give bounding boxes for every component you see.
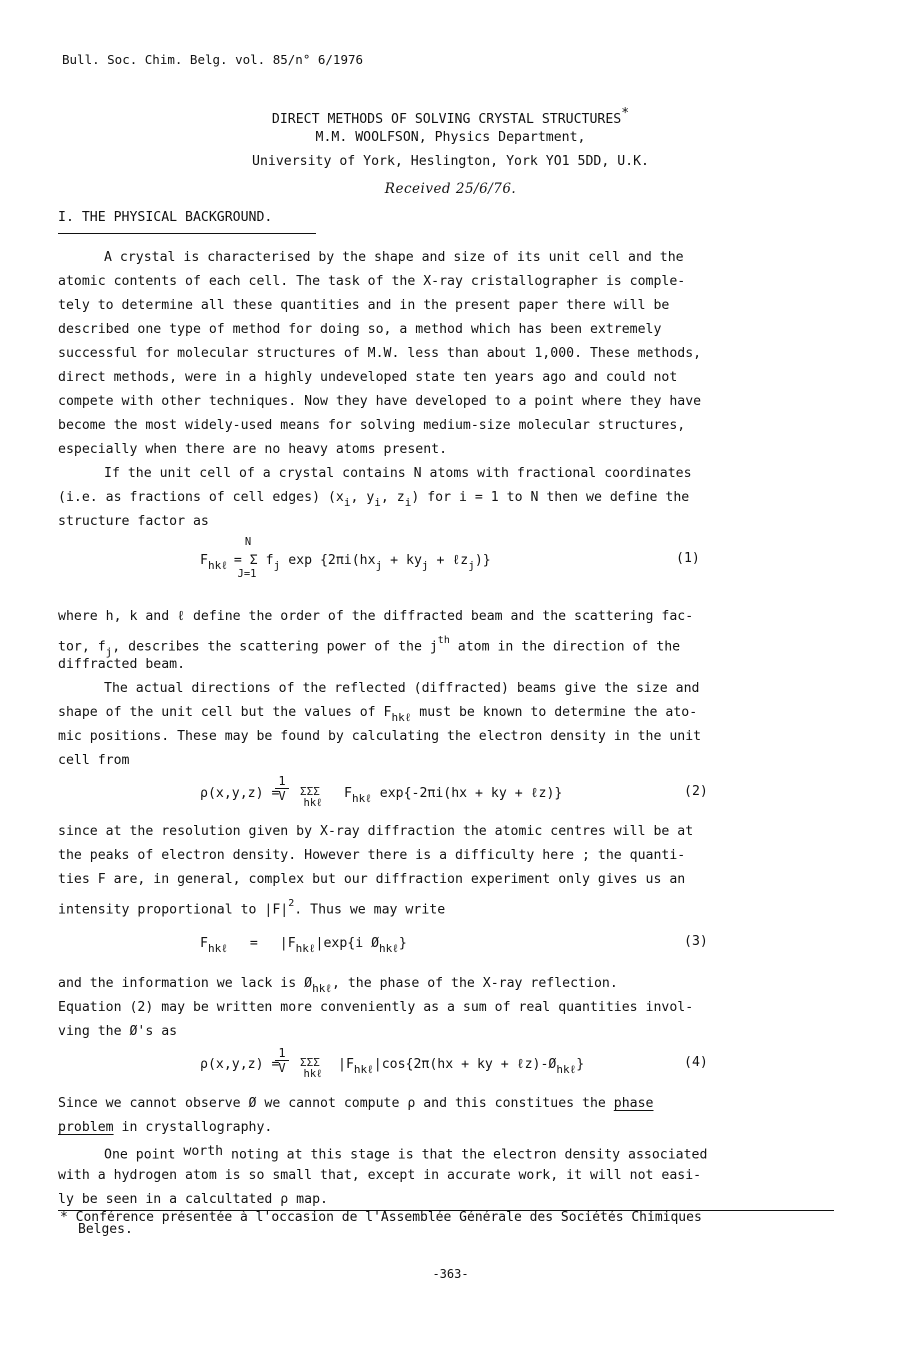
- affiliation-line: University of York, Heslington, York YO1 5DD, U.K.: [252, 154, 649, 169]
- para1-line-6: direct methods, were in a highly undeveloped state ten years ago and could not: [58, 370, 678, 385]
- para5-line-4: intensity proportional to $|F|^2$. Thus we may write: [58, 898, 446, 918]
- footnote-line-1: * Conférence présentée à l'occasion de l'Assemblée Générale des Sociétés Chimiques: [60, 1210, 702, 1225]
- para1-line-8: become the most widely-used means for solving medium-size molecular structures,: [58, 418, 686, 433]
- title-footnote-mark: *: [621, 106, 630, 121]
- para3-line-2: tor, $f_j$, describes the scattering power of the $j^{th}$ atom in the direction of the: [58, 635, 681, 659]
- eq4-sum-index: hkℓ: [303, 1068, 323, 1080]
- para1-line-5: successful for molecular structures of M.W. less than about 1,000. These methods,: [58, 346, 702, 361]
- section-heading-underline: [58, 233, 316, 234]
- eq2-fraction: $\frac{1}{V}$: [275, 775, 289, 802]
- eq1-sum-lower-limit: J=1: [237, 568, 257, 580]
- para8-line-3: ly be seen in a calcultated ρ map.: [58, 1192, 328, 1207]
- eq2-triple-sum: ΣΣΣ: [300, 785, 320, 798]
- para5-line-2: the peaks of electron density. However there is a difficulty here ; the quanti-: [58, 848, 686, 863]
- article-title: DIRECT METHODS OF SOLVING CRYSTAL STRUCTURES*: [271, 106, 630, 127]
- phase-problem-term: phase: [613, 1096, 654, 1111]
- eq4-fraction: $\frac{1}{V}$: [275, 1047, 289, 1074]
- para1-line-2: atomic contents of each cell. The task of the X-ray cristallographer is comple-: [58, 274, 686, 289]
- footnote-line-2: Belges.: [78, 1222, 133, 1237]
- author-line: M.M. WOOLFSON, Physics Department,: [315, 130, 586, 145]
- equation-2-rhs: $F_{hk\ell}$ exp{-2πi(hx + ky + ℓz)}: [344, 786, 563, 805]
- para6-line-1: and the information we lack is $Ø_{hk\ell}$, the phase of the X-ray reflection.: [58, 976, 618, 995]
- para8-line-2: with a hydrogen atom is so small that, except in accurate work, it will not easi-: [58, 1168, 702, 1183]
- para1-line-3: tely to determine all these quantities and in the present paper there will be: [58, 298, 670, 313]
- para1-line-7: compete with other techniques. Now they have developed to a point where they have: [58, 394, 702, 409]
- page-number: -363-: [432, 1267, 469, 1281]
- equation-1-number: (1): [676, 551, 700, 566]
- journal-reference: Bull. Soc. Chim. Belg. vol. 85/n° 6/1976: [62, 52, 364, 67]
- equation-2-number: (2): [684, 784, 708, 799]
- para4-line-1: The actual directions of the reflected (diffracted) beams give the size and: [104, 681, 700, 696]
- para4-line-2: shape of the unit cell but the values of $F_{hk\ell}$ must be known to determine the ato-: [58, 705, 698, 724]
- para3-line-1: where h, k and ℓ define the order of the diffracted beam and the scattering fac-: [58, 609, 694, 624]
- para3-line-3: diffracted beam.: [58, 657, 186, 672]
- para7-line-2: problem in crystallography.: [58, 1120, 273, 1135]
- para1-line-4: described one type of method for doing so, a method which has been extremely: [58, 322, 662, 337]
- equation-3-number: (3): [684, 934, 708, 949]
- equation-4-rhs: $|F_{hk\ell}|\cos\{2\pi(hx$ + ky + $\ell z)-Ø_{hk\ell}$}: [338, 1057, 585, 1076]
- equation-2-lhs: ρ(x,y,z) =: [200, 786, 280, 801]
- para4-line-3: mic positions. These may be found by calculating the electron density in the unit: [58, 729, 702, 744]
- para7-line-1: Since we cannot observe Ø we cannot compute ρ and this constitues the phase: [58, 1096, 654, 1111]
- footnote-mark: *: [60, 1210, 68, 1225]
- equation-4-lhs: ρ(x,y,z) =: [200, 1057, 280, 1072]
- para6-line-2: Equation (2) may be written more conveniently as a sum of real quantities invol-: [58, 1000, 694, 1015]
- eq4-triple-sum: ΣΣΣ: [300, 1056, 320, 1069]
- para5-line-1: since at the resolution given by X-ray diffraction the atomic centres will be at: [58, 824, 694, 839]
- eq2-sum-index: hkℓ: [303, 797, 323, 809]
- para2-line-1: If the unit cell of a crystal contains N atoms with fractional coordinates: [104, 466, 692, 481]
- eq1-sum-upper-limit: N: [244, 536, 252, 548]
- equation-1: $F_{hk\ell} = \Sigma$ $f_j$ $\exp \{2\pi i(hx_j + ky_j$ + ℓz$_j$)}: [200, 553, 491, 572]
- para1-line-9: especially when there are no heavy atoms present.: [58, 442, 448, 457]
- para1-line-1: A crystal is characterised by the shape and size of its unit cell and the: [104, 250, 684, 265]
- equation-3: $F_{hk\ell} = |F_{hk\ell}|\exp\{i$ $Ø_{hk\ell}$}: [200, 936, 407, 955]
- para6-line-3: ving the Ø's as: [58, 1024, 178, 1039]
- para5-line-3: ties F are, in general, complex but our diffraction experiment only gives us an: [58, 872, 686, 887]
- para2-line-2: (i.e. as fractions of cell edges) ($x_i$, $y_i$, $z_i$) for i = 1 to N then we define the: [58, 490, 690, 509]
- equation-4-number: (4): [684, 1055, 708, 1070]
- phase-problem-term-cont: problem: [58, 1120, 114, 1135]
- para2-line-3: structure factor as: [58, 514, 209, 529]
- para4-line-4: cell from: [58, 753, 130, 768]
- received-date: Received 25/6/76.: [384, 181, 517, 197]
- section-heading: I. THE PHYSICAL BACKGROUND.: [58, 210, 273, 225]
- para8-line-1: One point worth noting at this stage is that the electron density associated: [104, 1144, 708, 1163]
